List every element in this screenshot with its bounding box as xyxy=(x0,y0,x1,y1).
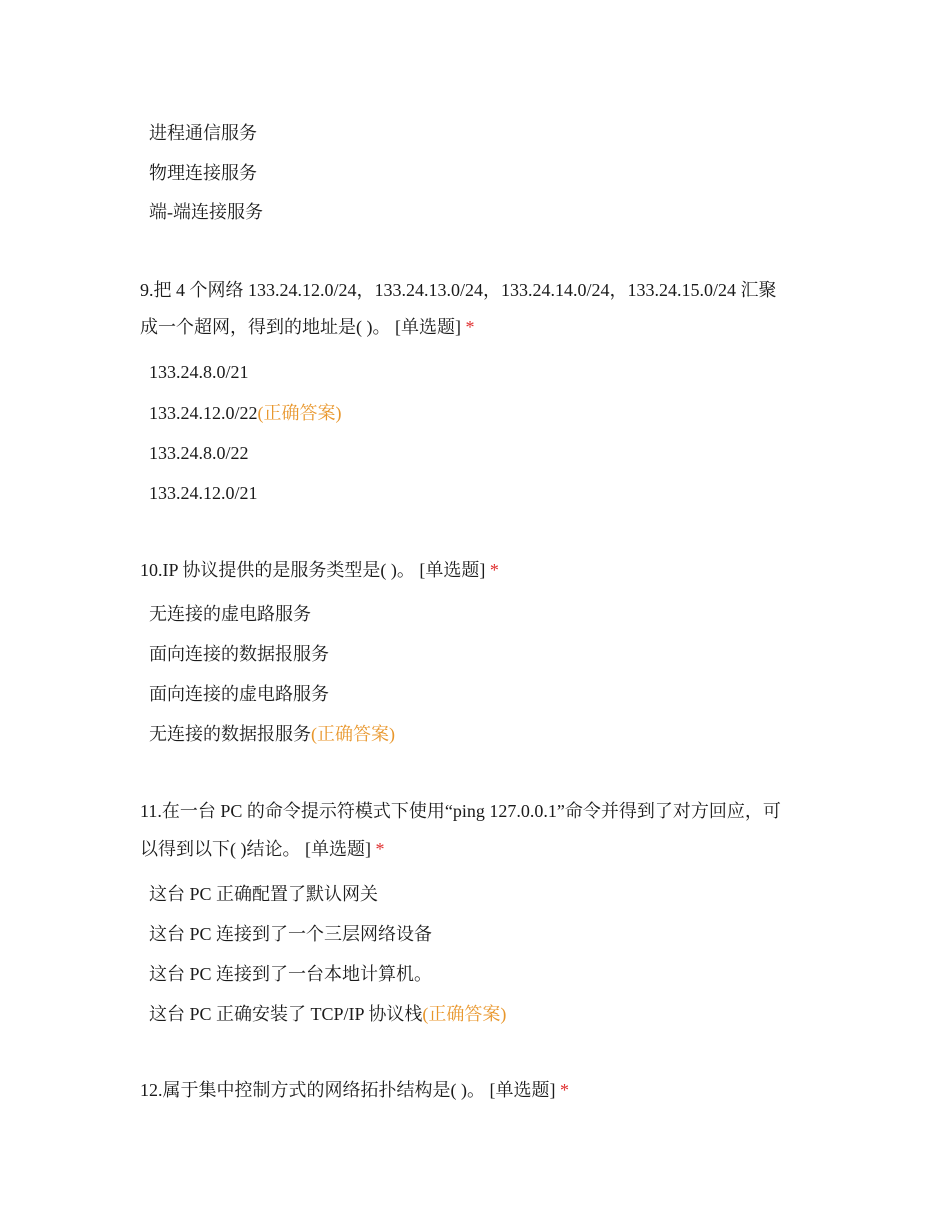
option: 133.24.8.0/21 xyxy=(149,362,249,382)
correct-answer-tag: (正确答案) xyxy=(311,724,395,744)
question-12-text: 12.属于集中控制方式的网络拓扑结构是( )。 [单选题] * xyxy=(140,1080,569,1100)
question-11-text: 11.在一台 PC 的命令提示符模式下使用“ping 127.0.0.1”命令并得到了对方回应，可 xyxy=(140,801,781,821)
required-mark: * xyxy=(465,317,475,337)
question-11-text-cont: 以得到以下( )结论。 [单选题] * xyxy=(140,839,385,859)
question-type-tag: [单选题] xyxy=(305,839,371,859)
question-9-text-cont: 成一个超网，得到的地址是( )。 [单选题] * xyxy=(140,317,475,337)
option: 133.24.12.0/21 xyxy=(149,483,258,503)
option-correct: 133.24.12.0/22(正确答案) xyxy=(149,403,342,423)
option: 无连接的虚电路服务 xyxy=(149,604,311,624)
question-type-tag: [单选题] xyxy=(395,317,461,337)
option: 物理连接服务 xyxy=(149,163,257,183)
option: 133.24.8.0/22 xyxy=(149,443,249,463)
required-mark: * xyxy=(560,1080,569,1100)
question-type-tag: [单选题] xyxy=(489,1080,556,1100)
option-correct: 无连接的数据报服务(正确答案) xyxy=(149,724,395,744)
option-correct: 这台 PC 正确安装了 TCP/IP 协议栈(正确答案) xyxy=(149,1004,507,1024)
option: 这台 PC 连接到了一台本地计算机。 xyxy=(149,964,433,984)
option: 这台 PC 正确配置了默认网关 xyxy=(149,884,379,904)
correct-answer-tag: (正确答案) xyxy=(257,403,342,423)
option: 面向连接的数据报服务 xyxy=(149,644,329,664)
option: 面向连接的虚电路服务 xyxy=(149,684,329,704)
correct-answer-tag: (正确答案) xyxy=(422,1004,507,1024)
required-mark: * xyxy=(489,560,499,580)
required-mark: * xyxy=(375,839,385,859)
option: 这台 PC 连接到了一个三层网络设备 xyxy=(149,924,433,944)
question-9-text: 9.把 4 个网络 133.24.12.0/24，133.24.13.0/24，133.24.14.0/24，133.24.15.0/24 汇聚 xyxy=(140,280,777,300)
option: 端-端连接服务 xyxy=(149,202,263,222)
question-type-tag: [单选题] xyxy=(419,560,486,580)
question-10-text: 10.IP 协议提供的是服务类型是( )。 [单选题] * xyxy=(140,560,499,580)
option: 进程通信服务 xyxy=(149,123,257,143)
